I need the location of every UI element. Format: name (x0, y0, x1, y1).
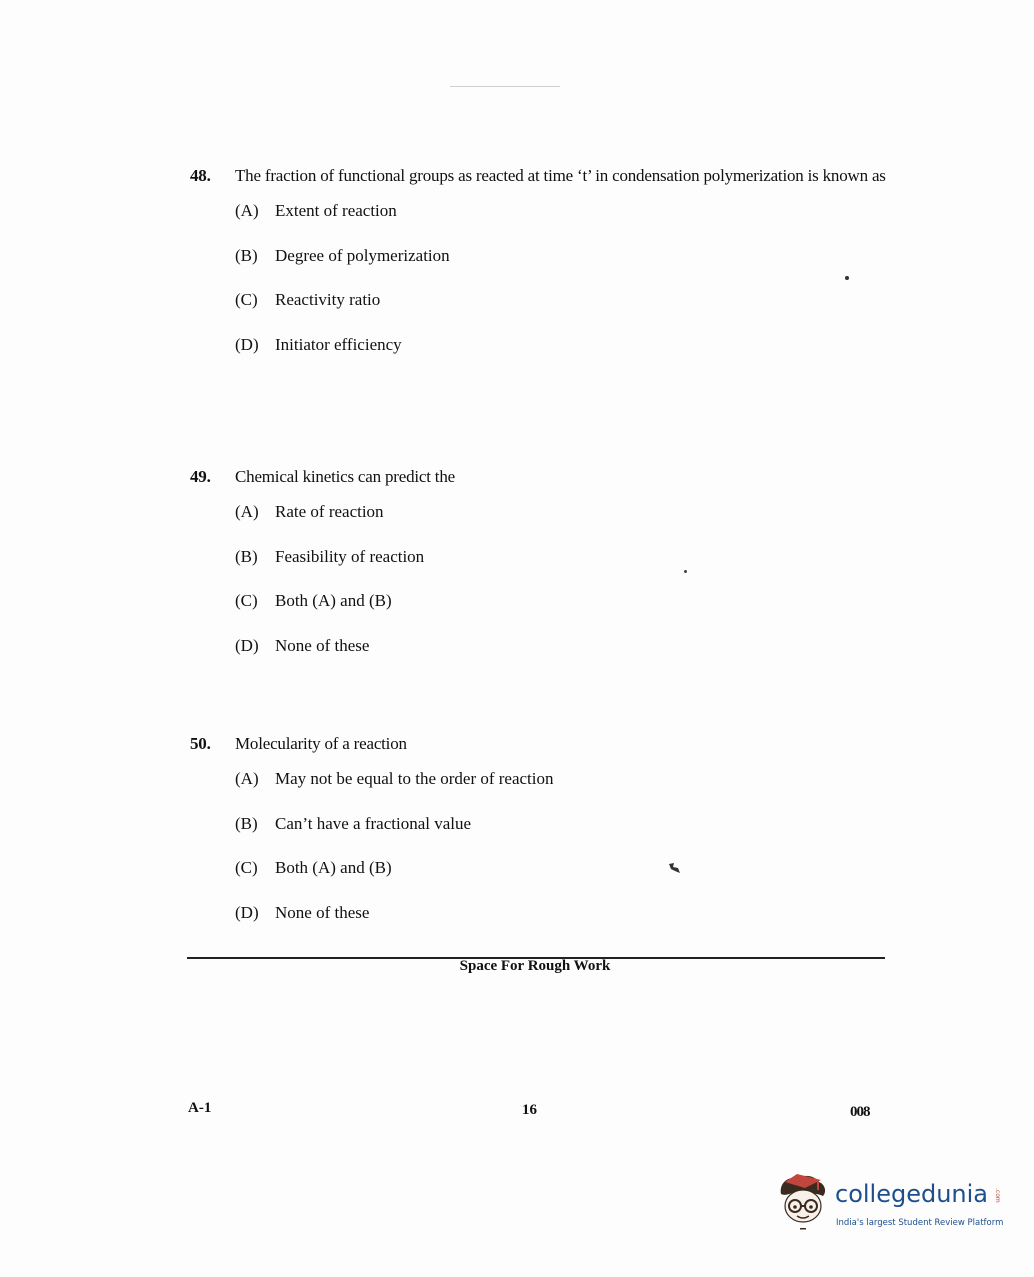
option-label: (A) (235, 201, 259, 220)
question-header (190, 461, 890, 493)
scan-blot (668, 862, 680, 872)
scan-dot (845, 276, 849, 280)
scan-mark (450, 86, 560, 87)
option-b (235, 813, 890, 858)
question-header (190, 728, 890, 760)
mascot-icon (775, 1172, 833, 1232)
booklet-code: A-1 (188, 1100, 212, 1116)
question-number: 48. (190, 166, 211, 185)
options-list (235, 501, 890, 679)
option-text: Both (A) and (B) (275, 591, 392, 610)
question-text: Chemical kinetics can predict the (235, 467, 455, 486)
option-text: Reactivity ratio (275, 290, 381, 309)
option-label: (A) (235, 502, 259, 521)
option-text: Degree of polymerization (275, 245, 450, 265)
logo-suffix: .com (994, 1188, 1001, 1203)
option-c (235, 289, 890, 334)
option-a (235, 200, 890, 245)
option-text: Rate of reaction (275, 502, 384, 521)
options-list (235, 768, 890, 946)
question-text: The fraction of functional groups as reacted at time ‘t’ in condensation polymerization is known as (235, 166, 886, 185)
rough-work-label: Space For Rough Work (459, 958, 611, 974)
option-label: (C) (235, 591, 258, 610)
question-50 (190, 728, 890, 946)
option-c (235, 857, 890, 902)
question-number: 49. (190, 467, 211, 486)
scan-dot (684, 570, 687, 573)
option-text: Can’t have a fractional value (275, 813, 472, 833)
option-text: Feasibility of reaction (275, 546, 425, 566)
collegedunia-logo (775, 1172, 1005, 1232)
question-header (190, 160, 890, 192)
option-d (235, 635, 890, 680)
option-label: (D) (235, 334, 259, 354)
option-c (235, 590, 890, 635)
option-label: (B) (235, 546, 258, 566)
option-text: Extent of reaction (275, 201, 397, 220)
option-b (235, 546, 890, 591)
logo-wordmark: collegedunia (835, 1180, 989, 1208)
page-number: 16 (522, 1102, 537, 1118)
option-text: Both (A) and (B) (275, 858, 392, 877)
option-d (235, 902, 890, 947)
question-49 (190, 461, 890, 679)
logo-tagline: India's largest Student Review Platform (836, 1218, 1004, 1228)
option-text: Initiator efficiency (275, 334, 402, 354)
option-text: May not be equal to the order of reaction (275, 769, 554, 788)
option-a (235, 768, 890, 813)
option-label: (A) (235, 769, 259, 788)
question-48 (190, 160, 890, 378)
option-text: None of these (275, 635, 370, 655)
option-label: (B) (235, 245, 258, 265)
option-a (235, 501, 890, 546)
options-list (235, 200, 890, 378)
option-label: (D) (235, 635, 259, 655)
question-text: Molecularity of a reaction (235, 734, 407, 753)
option-text: None of these (275, 902, 370, 922)
option-label: (B) (235, 813, 258, 833)
option-b (235, 245, 890, 290)
option-label: (C) (235, 858, 258, 877)
option-label: (C) (235, 290, 258, 309)
option-label: (D) (235, 902, 259, 922)
serial-number: 008 (850, 1104, 870, 1120)
question-number: 50. (190, 734, 211, 753)
option-d (235, 334, 890, 379)
